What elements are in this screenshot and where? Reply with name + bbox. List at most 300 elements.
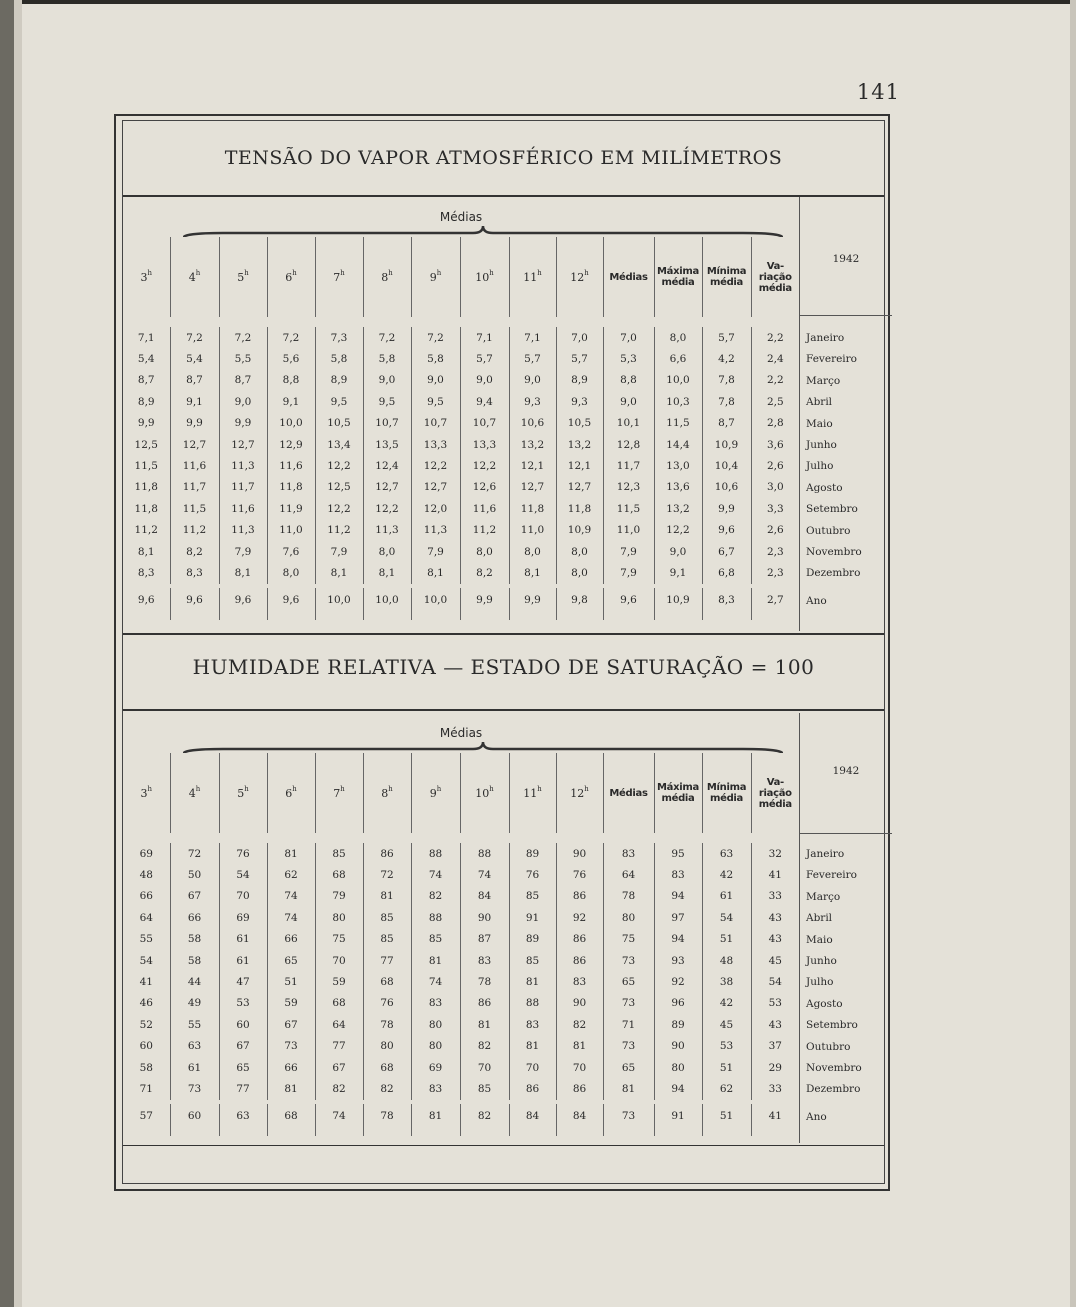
- table-cell: 67: [315, 1057, 363, 1078]
- month-label: Janeiro: [806, 848, 845, 860]
- table-cell: 11,2: [315, 520, 363, 541]
- table-bottom-pad: [123, 612, 799, 620]
- annual-cell: 41: [751, 1104, 799, 1128]
- annual-cell: 10,0: [411, 588, 460, 612]
- hour-header-number: 8: [381, 270, 389, 284]
- table-cell: 6,8: [702, 562, 751, 583]
- table-cell: 74: [411, 864, 460, 885]
- table-cell: 84: [460, 886, 509, 907]
- table-cell: 81: [460, 1014, 509, 1035]
- table-row: [123, 843, 799, 864]
- hour-header-number: 5: [237, 786, 245, 800]
- table-cell: 11,8: [509, 498, 556, 519]
- hour-header: [315, 753, 363, 833]
- table-cell: 79: [315, 886, 363, 907]
- table-cell: 43: [751, 907, 799, 928]
- table-cell: 81: [509, 971, 556, 992]
- table-row: [123, 886, 799, 907]
- hour-header: [170, 753, 219, 833]
- table-row: [123, 520, 799, 541]
- table-cell: 9,5: [363, 391, 411, 412]
- table-cell: 86: [363, 843, 411, 864]
- table-cell: 54: [751, 971, 799, 992]
- table-cell: 10,5: [556, 413, 603, 434]
- month-label: Dezembro: [806, 567, 861, 580]
- table-cell: 11,0: [603, 520, 654, 541]
- table-cell: 10,7: [411, 413, 460, 434]
- hour-header-number: 3: [140, 786, 148, 800]
- table-cell: 12,7: [170, 434, 219, 455]
- table-cell: 5,7: [702, 327, 751, 348]
- table-cell: 12,0: [411, 498, 460, 519]
- annual-cell: 60: [170, 1104, 219, 1128]
- table-cell: 61: [219, 950, 267, 971]
- table-cell: 2,6: [751, 520, 799, 541]
- month-label: Abril: [806, 396, 833, 409]
- table-cell: 94: [654, 886, 702, 907]
- month-label: Fevereiro: [806, 353, 858, 366]
- table-cell: 11,2: [170, 520, 219, 541]
- table-cell: 10,9: [702, 434, 751, 455]
- table-cell: 7,9: [411, 541, 460, 562]
- table-cell: 9,0: [509, 370, 556, 391]
- table-cell: 70: [556, 1057, 603, 1078]
- table-cell: 7,1: [137, 331, 155, 344]
- table-cell: 69: [411, 1057, 460, 1078]
- annual-row: [123, 588, 799, 612]
- table-cell: 5,6: [267, 348, 315, 369]
- table-cell: 87: [460, 929, 509, 950]
- hour-header-number: 9: [429, 786, 437, 800]
- table-cell: 9,1: [267, 391, 315, 412]
- table1-group-header-label: Médias: [439, 210, 483, 224]
- hour-header-number: 4: [188, 786, 196, 800]
- table-cell: 85: [509, 950, 556, 971]
- table-cell: 11,7: [603, 455, 654, 476]
- table-cell: 10,7: [363, 413, 411, 434]
- table-cell: 2,3: [751, 562, 799, 583]
- table-cell: 12,5: [134, 438, 158, 451]
- table-cell: 75: [603, 929, 654, 950]
- table-cell: 8,2: [460, 562, 509, 583]
- table-cell: 8,9: [556, 370, 603, 391]
- table-row: [123, 950, 799, 971]
- annual-cell: 74: [315, 1104, 363, 1128]
- table-cell: 8,9: [137, 395, 155, 408]
- table-cell: 85: [509, 886, 556, 907]
- hour-header-number: 12: [570, 270, 585, 284]
- table-cell: 75: [315, 929, 363, 950]
- month-label: Março: [806, 890, 841, 903]
- table-cell: 11,0: [267, 520, 315, 541]
- table-cell: 88: [411, 843, 460, 864]
- month-label: Novembro: [806, 1062, 862, 1074]
- table-cell: 85: [411, 929, 460, 950]
- table-cell: 8,1: [411, 562, 460, 583]
- table-cell: 12,4: [363, 455, 411, 476]
- table-cell: 94: [654, 1078, 702, 1099]
- table-cell: 14,4: [654, 434, 702, 455]
- table-cell: 67: [267, 1014, 315, 1035]
- table2-year-column: [799, 713, 892, 1143]
- table-cell: 64: [603, 864, 654, 885]
- month-label: Outubro: [806, 1040, 851, 1053]
- month-label: Agosto: [806, 481, 843, 494]
- table-cell: 5,4: [170, 348, 219, 369]
- table-row: [123, 562, 799, 583]
- table-cell: 81: [411, 950, 460, 971]
- table-cell: 81: [556, 1036, 603, 1057]
- table-row: [123, 1078, 799, 1099]
- table-cell: 71: [139, 1082, 153, 1095]
- table-cell: 9,0: [654, 541, 702, 562]
- table-cell: 7,2: [411, 327, 460, 348]
- hour-header: [556, 753, 603, 833]
- table-cell: 3,0: [751, 477, 799, 498]
- table-cell: 70: [460, 1057, 509, 1078]
- table-cell: 86: [556, 886, 603, 907]
- table-cell: 66: [139, 890, 153, 903]
- table-cell: 11,6: [460, 498, 509, 519]
- table-cell: 7,6: [267, 541, 315, 562]
- table-row: [123, 929, 799, 950]
- table-cell: 12,7: [411, 477, 460, 498]
- table-cell: 85: [315, 843, 363, 864]
- table-cell: 6,6: [654, 348, 702, 369]
- table-cell: 65: [219, 1057, 267, 1078]
- table-row: [123, 327, 799, 348]
- table-frame: [114, 114, 890, 1191]
- table-cell: 8,7: [137, 374, 155, 387]
- table-cell: 7,8: [702, 370, 751, 391]
- table-cell: 42: [702, 993, 751, 1014]
- table-row: [123, 1036, 799, 1057]
- table-cell: 83: [603, 843, 654, 864]
- hour-header-suffix: h: [244, 784, 249, 793]
- annual-cell: 9,8: [556, 588, 603, 612]
- table-cell: 41: [751, 864, 799, 885]
- table-cell: 59: [267, 993, 315, 1014]
- table-cell: 11,5: [654, 413, 702, 434]
- table-cell: 43: [751, 929, 799, 950]
- hour-header: [411, 237, 460, 317]
- table-cell: 68: [315, 864, 363, 885]
- hour-header: [123, 753, 170, 833]
- table-cell: 63: [170, 1036, 219, 1057]
- table-row: [123, 864, 799, 885]
- table-cell: 97: [654, 907, 702, 928]
- annual-cell: 10,0: [363, 588, 411, 612]
- table-cell: 67: [170, 886, 219, 907]
- table-cell: 59: [315, 971, 363, 992]
- table-cell: 8,0: [460, 541, 509, 562]
- table-bottom-pad: [123, 1128, 799, 1136]
- table-cell: 12,2: [411, 455, 460, 476]
- table-cell: 9,0: [411, 370, 460, 391]
- table-cell: 3,3: [751, 498, 799, 519]
- hour-header-number: 5: [237, 270, 245, 284]
- table-cell: 81: [363, 886, 411, 907]
- table-cell: 53: [702, 1036, 751, 1057]
- table-cell: 9,5: [315, 391, 363, 412]
- annual-cell: 91: [654, 1104, 702, 1128]
- table-cell: 81: [267, 1078, 315, 1099]
- hour-header-suffix: h: [147, 784, 152, 793]
- hour-header-suffix: h: [537, 784, 542, 793]
- table-cell: 10,3: [654, 391, 702, 412]
- table-cell: 48: [702, 950, 751, 971]
- table-cell: 60: [219, 1014, 267, 1035]
- hour-header-number: 12: [570, 786, 585, 800]
- annual-cell: 84: [556, 1104, 603, 1128]
- table-cell: 66: [267, 929, 315, 950]
- table-cell: 85: [363, 907, 411, 928]
- table-cell: 4,2: [702, 348, 751, 369]
- table1-grid: [123, 197, 799, 620]
- table-cell: 9,0: [460, 370, 509, 391]
- table-cell: 5,8: [315, 348, 363, 369]
- table-cell: 81: [267, 843, 315, 864]
- table-row: [123, 993, 799, 1014]
- table-cell: 74: [267, 886, 315, 907]
- table-cell: 9,0: [603, 391, 654, 412]
- hour-header-suffix: h: [436, 268, 442, 277]
- table-cell: 13,2: [509, 434, 556, 455]
- table-cell: 7,1: [460, 327, 509, 348]
- table1-year: 1942: [832, 253, 860, 265]
- book-spine: [0, 0, 14, 1307]
- table-cell: 51: [267, 971, 315, 992]
- table-row: [123, 391, 799, 412]
- table-cell: 89: [509, 929, 556, 950]
- table-cell: 70: [509, 1057, 556, 1078]
- table-cell: 43: [751, 1014, 799, 1035]
- table-cell: 49: [170, 993, 219, 1014]
- table2-group-header: [123, 713, 799, 753]
- table-cell: 12,1: [556, 455, 603, 476]
- hour-header-suffix: h: [195, 268, 201, 277]
- hour-header-suffix: h: [340, 268, 345, 277]
- hour-header-suffix: h: [340, 784, 345, 793]
- hour-header-suffix: h: [388, 784, 393, 793]
- table2-year-rule: [800, 833, 892, 834]
- table-cell: 88: [460, 843, 509, 864]
- hour-header-number: 3: [140, 270, 148, 284]
- table-cell: 5,4: [137, 353, 155, 366]
- table-cell: 76: [556, 864, 603, 885]
- table-cell: 83: [411, 1078, 460, 1099]
- table-cell: 77: [363, 950, 411, 971]
- table-cell: 61: [702, 886, 751, 907]
- table-cell: 7,2: [170, 327, 219, 348]
- hour-header-suffix: h: [292, 268, 297, 277]
- table-cell: 90: [556, 993, 603, 1014]
- table-cell: 5,5: [219, 348, 267, 369]
- table-cell: 5,8: [363, 348, 411, 369]
- annual-cell: 9,6: [170, 588, 219, 612]
- book-spine-shadow: [14, 0, 22, 1307]
- annual-cell: 9,6: [137, 593, 155, 606]
- table-cell: 76: [363, 993, 411, 1014]
- month-label: Junho: [806, 955, 837, 967]
- table1-body: [123, 327, 799, 620]
- hour-header: [170, 237, 219, 317]
- table-cell: 5,7: [460, 348, 509, 369]
- table-cell: 61: [170, 1057, 219, 1078]
- table-cell: 6,7: [702, 541, 751, 562]
- hour-header: [460, 237, 509, 317]
- hour-header-suffix: h: [537, 268, 542, 277]
- table-cell: 12,2: [460, 455, 509, 476]
- table-cell: 11,7: [170, 477, 219, 498]
- hour-header-number: 9: [429, 270, 437, 284]
- table-cell: 32: [751, 843, 799, 864]
- hour-header: [219, 753, 267, 833]
- table-cell: 91: [509, 907, 556, 928]
- table-cell: 81: [603, 1078, 654, 1099]
- table-cell: 12,5: [315, 477, 363, 498]
- table-cell: 45: [702, 1014, 751, 1035]
- table1-brace-icon: [183, 225, 783, 237]
- table-cell: 55: [139, 933, 153, 946]
- table2-group-header-label: Médias: [439, 726, 483, 740]
- table-cell: 10,1: [603, 413, 654, 434]
- table-cell: 65: [603, 1057, 654, 1078]
- stat-header: Mínima média: [702, 753, 751, 833]
- table2-title-rule: [123, 709, 884, 711]
- table-cell: 12,1: [509, 455, 556, 476]
- annual-cell: 8,3: [702, 588, 751, 612]
- table-cell: 82: [411, 886, 460, 907]
- table-cell: 65: [267, 950, 315, 971]
- table-cell: 7,9: [315, 541, 363, 562]
- table-cell: 13,2: [556, 434, 603, 455]
- table-cell: 13,3: [411, 434, 460, 455]
- table-cell: 8,0: [654, 327, 702, 348]
- table-cell: 72: [363, 864, 411, 885]
- table-cell: 64: [315, 1014, 363, 1035]
- table-cell: 8,0: [556, 562, 603, 583]
- month-label: Maio: [806, 933, 833, 946]
- table-cell: 12,7: [509, 477, 556, 498]
- month-label: Setembro: [806, 503, 858, 516]
- month-label: Setembro: [806, 1019, 858, 1032]
- table-row: [123, 348, 799, 369]
- table-cell: 8,2: [170, 541, 219, 562]
- annual-cell: 63: [219, 1104, 267, 1128]
- table1-title: TENSÃO DO VAPOR ATMOSFÉRICO EM MILÍMETROS: [224, 147, 783, 169]
- table-cell: 51: [702, 1057, 751, 1078]
- table-cell: 13,5: [363, 434, 411, 455]
- table-cell: 65: [603, 971, 654, 992]
- table-cell: 13,6: [654, 477, 702, 498]
- table-inner-frame: [122, 120, 885, 1184]
- table1-spacer: [123, 317, 799, 327]
- hour-header-number: 7: [333, 786, 341, 800]
- table1-column-headers: [123, 237, 799, 317]
- table-cell: 58: [170, 929, 219, 950]
- table2-column-headers: [123, 753, 799, 833]
- table-cell: 51: [702, 929, 751, 950]
- table-cell: 94: [654, 929, 702, 950]
- table-cell: 12,6: [460, 477, 509, 498]
- table-cell: 10,4: [702, 455, 751, 476]
- month-label: Julho: [806, 976, 834, 989]
- table-cell: 69: [219, 907, 267, 928]
- table-cell: 81: [509, 1036, 556, 1057]
- table-cell: 70: [315, 950, 363, 971]
- table-cell: 47: [219, 971, 267, 992]
- table-cell: 13,0: [654, 455, 702, 476]
- table-cell: 54: [219, 864, 267, 885]
- table-cell: 11,8: [556, 498, 603, 519]
- stat-header: Máxima média: [654, 237, 702, 317]
- hour-header-number: 11: [523, 786, 538, 800]
- table-cell: 7,0: [556, 327, 603, 348]
- table-cell: 62: [702, 1078, 751, 1099]
- table-cell: 10,0: [654, 370, 702, 391]
- table-cell: 92: [654, 971, 702, 992]
- table-cell: 82: [556, 1014, 603, 1035]
- table-cell: 93: [654, 950, 702, 971]
- month-label: Fevereiro: [806, 869, 858, 882]
- table-cell: 33: [751, 1078, 799, 1099]
- table-cell: 54: [702, 907, 751, 928]
- table-cell: 11,2: [134, 524, 158, 537]
- hour-header-number: 4: [188, 270, 196, 284]
- table-cell: 7,9: [603, 562, 654, 583]
- table-cell: 69: [139, 847, 153, 860]
- table-cell: 73: [267, 1036, 315, 1057]
- table-cell: 80: [411, 1036, 460, 1057]
- table-cell: 80: [363, 1036, 411, 1057]
- table-cell: 83: [556, 971, 603, 992]
- annual-cell: 84: [509, 1104, 556, 1128]
- table-cell: 70: [219, 886, 267, 907]
- table2-title: HUMIDADE RELATIVA — ESTADO DE SATURAÇÃO = 100: [192, 655, 815, 679]
- table2-year: 1942: [832, 765, 860, 777]
- table-cell: 63: [702, 843, 751, 864]
- month-label: Dezembro: [806, 1083, 861, 1096]
- annual-label: Ano: [806, 594, 827, 607]
- table-cell: 50: [170, 864, 219, 885]
- table-cell: 77: [219, 1078, 267, 1099]
- table-cell: 13,4: [315, 434, 363, 455]
- table-cell: 45: [751, 950, 799, 971]
- table-cell: 7,0: [603, 327, 654, 348]
- table-cell: 12,2: [363, 498, 411, 519]
- table-cell: 2,3: [751, 541, 799, 562]
- table-cell: 9,3: [556, 391, 603, 412]
- table-cell: 76: [509, 864, 556, 885]
- table-cell: 8,1: [137, 545, 155, 558]
- table-cell: 72: [170, 843, 219, 864]
- table-cell: 83: [509, 1014, 556, 1035]
- table-cell: 9,6: [702, 520, 751, 541]
- table-cell: 80: [315, 907, 363, 928]
- table-cell: 86: [509, 1078, 556, 1099]
- table-cell: 80: [654, 1057, 702, 1078]
- table-cell: 7,9: [219, 541, 267, 562]
- table-cell: 9,9: [137, 417, 155, 430]
- table-cell: 8,1: [363, 562, 411, 583]
- hour-header: [363, 237, 411, 317]
- table-cell: 12,3: [603, 477, 654, 498]
- table-cell: 83: [460, 950, 509, 971]
- table-cell: 89: [654, 1014, 702, 1035]
- table-cell: 82: [315, 1078, 363, 1099]
- table-cell: 58: [139, 1061, 153, 1074]
